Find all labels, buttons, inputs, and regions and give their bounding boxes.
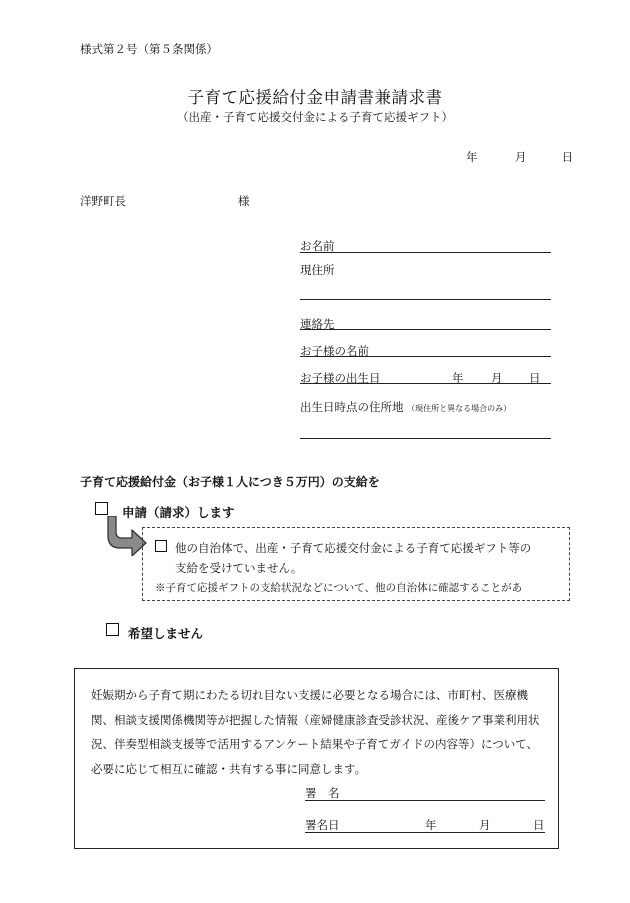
child-birth-day: 日 <box>529 371 541 385</box>
child-birth-year: 年 <box>452 371 464 385</box>
birth-address-note: （現住所と異なる場合のみ） <box>407 404 512 413</box>
decline-checkbox[interactable] <box>106 623 119 636</box>
apply-checkbox[interactable] <box>95 502 108 515</box>
contact-field-line[interactable] <box>300 329 551 330</box>
date-month: 月 <box>514 150 527 164</box>
form-number: 様式第２号（第５条関係） <box>80 42 218 56</box>
date-day: 日 <box>561 150 574 164</box>
name-field-label: お名前 <box>300 239 335 253</box>
decline-label: 希望しません <box>128 626 204 641</box>
date-year: 年 <box>466 150 478 164</box>
no-other-gift-checkbox[interactable] <box>155 540 167 552</box>
no-other-gift-line2: 支給を受けていません。 <box>175 561 303 575</box>
selection-lead: 子育て応援給付金（お子様１人につき５万円）の支給を <box>80 475 380 489</box>
signature-line[interactable] <box>305 800 545 801</box>
address-field-label: 現住所 <box>300 263 335 277</box>
no-other-gift-note: ※子育て応援ギフトの支給状況などについて、他の自治体に確認することがあ <box>155 582 523 594</box>
signature-label: 署 名 <box>305 786 340 800</box>
child-name-field-label: お子様の名前 <box>300 344 369 358</box>
birth-address-line[interactable] <box>300 438 551 439</box>
name-field-line[interactable] <box>300 252 551 253</box>
signature-date-label: 署名日 <box>305 818 340 832</box>
birth-address-label: 出生日時点の住所地 <box>300 400 404 414</box>
child-name-field-line[interactable] <box>300 356 551 357</box>
page-subtitle: （出産・子育て応援交付金による子育て応援ギフト） <box>177 110 453 124</box>
addressee-name: 洋野町長 <box>80 194 126 208</box>
address-field-line[interactable] <box>300 299 551 300</box>
signature-date-year: 年 <box>425 818 437 832</box>
signature-date-month: 月 <box>479 818 491 832</box>
consent-box <box>74 668 559 849</box>
apply-label: 申請（請求）します <box>122 505 235 520</box>
consent-text: 妊娠期から子育て期にわたる切れ目ない支援に必要となる場合には、市町村、医療機関、相談支援関係機関等が把握した情報（産婦健康診査受診状況、産後ケア事業利用状況、伴奏型相談支援等で活用するアンケート結果や子育てガイドの内容等）について、必要に応じて相互に確認・共有する事に同意します。 <box>91 688 540 776</box>
child-birth-line[interactable] <box>300 383 551 384</box>
child-birth-month: 月 <box>491 371 503 385</box>
birth-address-field <box>300 399 551 415</box>
contact-field-label: 連絡先 <box>300 317 335 331</box>
signature-date-line[interactable] <box>305 832 545 833</box>
signature-date-day: 日 <box>533 818 545 832</box>
child-birth-label: お子様の出生日 <box>300 371 381 385</box>
addressee-honorific: 様 <box>238 194 250 208</box>
page-title: 子育て応援給付金申請書兼請求書 <box>187 88 443 107</box>
date-line <box>466 149 573 165</box>
no-other-gift-line1: 他の自治体で、出産・子育て応援交付金による子育て応援ギフト等の <box>175 541 532 555</box>
sub-confirmation-box <box>142 527 570 601</box>
